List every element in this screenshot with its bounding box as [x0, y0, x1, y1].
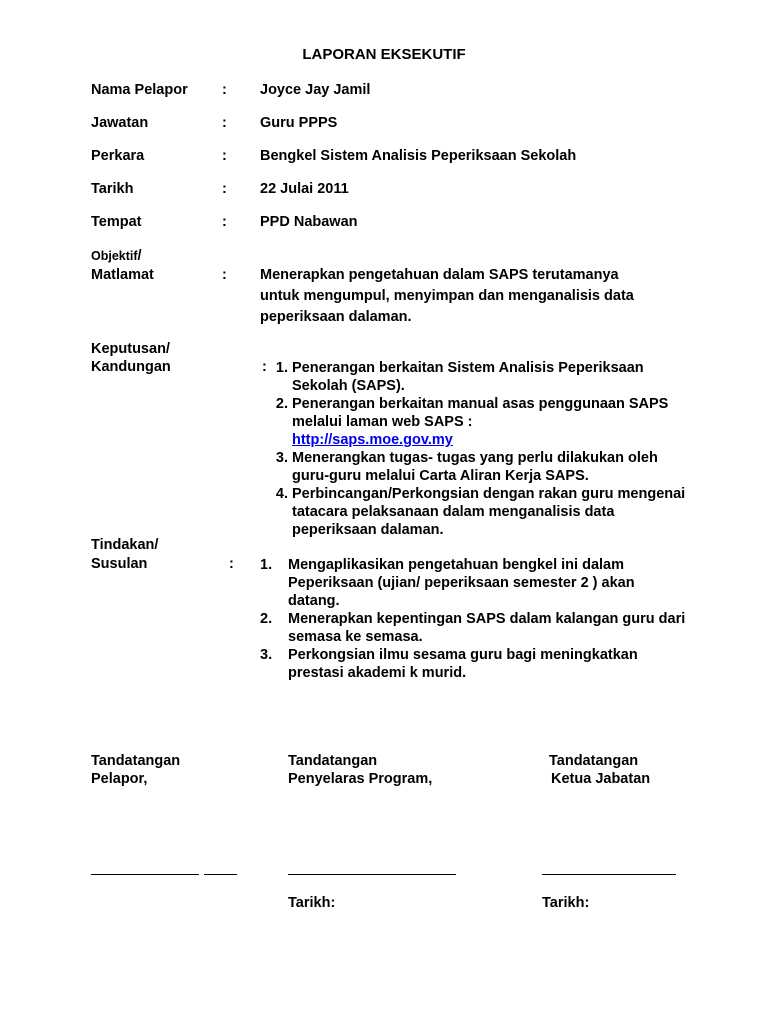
keputusan-label: Keputusan/ [91, 341, 170, 357]
penyelaras-sig-line2: Penyelaras Program, [288, 771, 433, 787]
list-item [260, 646, 690, 682]
list-text: Penerangan berkaitan Sistem Analisis Peperiksaan Sekolah (SAPS). [292, 360, 644, 394]
list-text: Menerapkan kepentingan SAPS dalam kalangan guru dari semasa ke semasa. [288, 611, 686, 645]
list-item [260, 395, 690, 449]
tindakan-colon: : [229, 556, 234, 572]
list-number: 1. [260, 557, 273, 573]
penyelaras-signature-label [288, 752, 432, 788]
penyelaras-signature-line [288, 874, 456, 875]
colon: : [222, 214, 227, 230]
ketua-sig-line1: Tandatangan [549, 753, 639, 769]
list-text: Perkongsian ilmu sesama guru bagi meningkatkan prestasi akademi k murid. [288, 647, 638, 681]
list-text: Penerangan berkaitan manual asas penggunaan SAPS melalui laman web SAPS : [292, 396, 669, 430]
list-number: 3. [260, 647, 273, 663]
list-number: 1. [275, 360, 288, 376]
keputusan-colon: : [262, 359, 267, 375]
penyelaras-date-label: Tarikh: [288, 895, 336, 911]
list-number: 2. [260, 611, 273, 627]
ketua-sig-line2: Ketua Jabatan [551, 771, 651, 787]
nama-value: Joyce Jay Jamil [260, 82, 371, 98]
ketua-signature-line [542, 874, 676, 875]
document-title: LAPORAN EKSEKUTIF [302, 46, 466, 63]
ketua-date-label: Tarikh: [542, 895, 590, 911]
list-number: 3. [275, 450, 288, 466]
perkara-value: Bengkel Sistem Analisis Peperiksaan Sekolah [260, 148, 577, 164]
list-item [260, 449, 690, 485]
objektif-label-word: Objektif [91, 249, 138, 263]
tempat-value: PPD Nabawan [260, 214, 358, 230]
objektif-label [91, 248, 142, 264]
pelapor-signature-label [91, 752, 180, 788]
objektif-label-slash: / [137, 248, 142, 264]
colon: : [222, 148, 227, 164]
perkara-label: Perkara [91, 148, 145, 164]
colon: : [222, 267, 227, 283]
susulan-label: Susulan [91, 556, 148, 572]
tindakan-label: Tindakan/ [91, 537, 159, 553]
saps-link[interactable]: http://saps.moe.gov.my [292, 432, 453, 448]
penyelaras-sig-line1: Tandatangan [288, 753, 378, 769]
matlamat-label: Matlamat [91, 267, 154, 283]
pelapor-sig-line2: Pelapor, [91, 771, 148, 787]
pelapor-signature-line-extra [204, 874, 237, 875]
jawatan-value: Guru PPPS [260, 115, 338, 131]
keputusan-list [260, 359, 690, 539]
list-text: Mengaplikasikan pengetahuan bengkel ini dalam Peperiksaan (ujian/ peperiksaan semester 2 ) akan datang. [288, 557, 635, 609]
pelapor-sig-line1: Tandatangan [91, 753, 181, 769]
colon: : [222, 115, 227, 131]
list-text: Menerangkan tugas- tugas yang perlu dilakukan oleh guru-guru melalui Carta Aliran Kerja SAPS. [292, 450, 658, 484]
tempat-label: Tempat [91, 214, 142, 230]
pelapor-signature-line [91, 874, 199, 875]
colon: : [222, 181, 227, 197]
kandungan-label: Kandungan [91, 359, 171, 375]
jawatan-label: Jawatan [91, 115, 149, 131]
ketua-signature-label [549, 752, 650, 788]
list-item [260, 359, 690, 395]
tindakan-list [260, 556, 690, 682]
list-item [260, 485, 690, 539]
nama-label: Nama Pelapor [91, 82, 188, 98]
list-number: 2. [275, 396, 288, 412]
list-number: 4. [275, 486, 288, 502]
tarikh-value: 22 Julai 2011 [260, 181, 349, 197]
list-text: Perbincangan/Perkongsian dengan rakan guru mengenai tatacara pelaksanaan dalam menganalisis data peperiksaan dalaman. [292, 486, 686, 538]
list-item [260, 556, 690, 610]
tarikh-label: Tarikh [91, 181, 134, 197]
objektif-value: Menerapkan pengetahuan dalam SAPS terutamanya untuk mengumpul, menyimpan dan menganalisis data peperiksaan dalaman. [260, 267, 634, 325]
colon: : [222, 82, 227, 98]
list-item [260, 610, 690, 646]
